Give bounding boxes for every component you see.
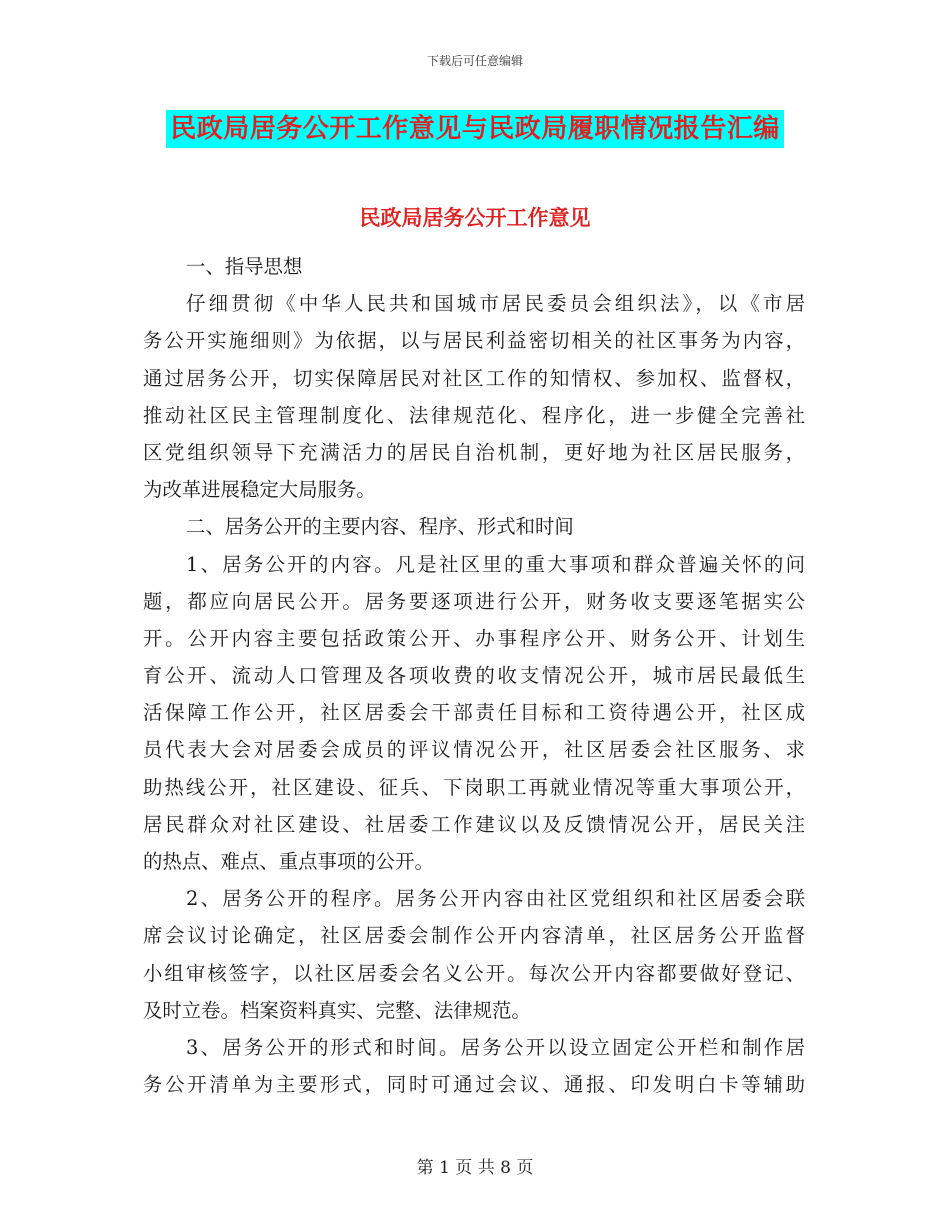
- paragraph-line: 区党组织领导下充满活力的居民自治机制，更好地为社区居民服务，: [143, 440, 805, 464]
- paragraph-line: 及时立卷。档案资料真实、完整、法律规范。: [143, 998, 531, 1022]
- paragraph-guiding-thought: [143, 285, 805, 508]
- paragraph-line: 育公开、流动人口管理及各项收费的收支情况公开，城市居民最低生: [143, 664, 805, 688]
- document-body: [143, 248, 805, 1103]
- section-title: 民政局居务公开工作意见: [359, 206, 591, 230]
- paragraph-line: 开。公开内容主要包括政策公开、办事程序公开、财务公开、计划生: [143, 626, 805, 650]
- paragraph-form-and-time: [143, 1029, 805, 1103]
- paragraph-line: 推动社区民主管理制度化、法律规范化、程序化，进一步健全完善社: [143, 403, 805, 427]
- paragraph-line: 务公开实施细则》为依据，以与居民利益密切相关的社区事务为内容，: [143, 329, 805, 353]
- paragraph-line: 3、居务公开的形式和时间。居务公开以设立固定公开栏和制作居: [186, 1035, 805, 1059]
- paragraph-line: 席会议讨论确定，社区居委会制作公开内容清单，社区居务公开监督: [143, 924, 805, 948]
- document-title: 民政局居务公开工作意见与民政局履职情况报告汇编: [166, 110, 784, 148]
- paragraph-line: 的热点、难点、重点事项的公开。: [143, 850, 434, 873]
- page-footer-number: 第 1 页 共 8 页: [416, 1158, 534, 1178]
- heading-main-content: 二、居务公开的主要内容、程序、形式和时间: [186, 515, 574, 539]
- paragraph-line: 助热线公开，社区建设、征兵、下岗职工再就业情况等重大事项公开，: [143, 775, 805, 799]
- document-title-wrapper: [0, 110, 950, 148]
- heading-guiding-thought: 一、指导思想: [186, 255, 303, 278]
- paragraph-line: 题，都应向居民公开。居务要逐项进行公开，财务收支要逐笔据实公: [143, 589, 805, 613]
- paragraph-line: 通过居务公开，切实保障居民对社区工作的知情权、参加权、监督权，: [143, 366, 805, 390]
- paragraph-line: 仔细贯彻《中华人民共和国城市居民委员会组织法》，以《市居: [186, 292, 805, 316]
- page-header-note: 下载后可任意编辑: [426, 54, 523, 68]
- paragraph-content: [143, 546, 805, 881]
- paragraph-line: 务公开清单为主要形式，同时可通过会议、通报、印发明白卡等辅助: [143, 1073, 805, 1097]
- paragraph-line: 居民群众对社区建设、社居委工作建议以及反馈情况公开，居民关注: [143, 812, 805, 836]
- paragraph-line: 小组审核签字，以社区居委会名义公开。每次公开内容都要做好登记、: [143, 961, 805, 985]
- paragraph-procedure: [143, 880, 805, 1029]
- paragraph-line: 1、居务公开的内容。凡是社区里的重大事项和群众普遍关怀的问: [186, 552, 805, 576]
- paragraph-line: 2、居务公开的程序。居务公开内容由社区党组织和社区居委会联: [186, 887, 805, 911]
- paragraph-line: 员代表大会对居委会成员的评议情况公开，社区居委会社区服务、求: [143, 738, 805, 762]
- paragraph-line: 活保障工作公开，社区居委会干部责任目标和工资待遇公开，社区成: [143, 701, 805, 725]
- paragraph-line: 为改革进展稳定大局服务。: [143, 478, 376, 502]
